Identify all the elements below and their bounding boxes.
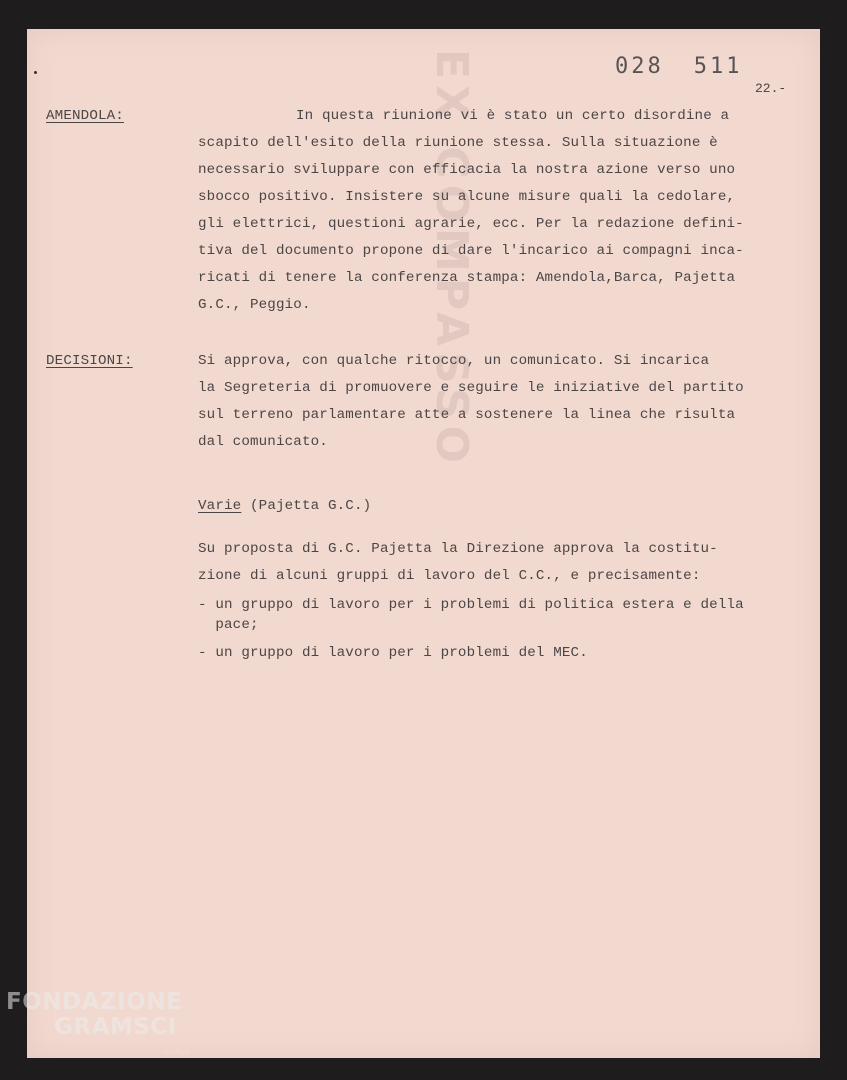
amendola-line-6: tiva del documento propone di dare l'incarico ai compagni inca- — [198, 243, 744, 259]
varie-line-5: - un gruppo di lavoro per i problemi del MEC. — [198, 645, 588, 661]
margin-dot — [34, 71, 37, 74]
decisioni-line-2: la Segreteria di promuovere e seguire le iniziative del partito — [198, 380, 744, 396]
amendola-line-1: In questa riunione vi è stato un certo disordine a — [296, 108, 730, 124]
logo-line-1: FONDAZIONE — [6, 989, 183, 1015]
varie-line-4: pace; — [198, 617, 259, 633]
logo-line-2: GRAMSCI — [54, 1014, 177, 1040]
varie-heading — [198, 498, 371, 514]
amendola-line-8: G.C., Peggio. — [198, 297, 311, 313]
speaker-label-amendola: AMENDOLA: — [46, 108, 124, 124]
varie-line-2: zione di alcuni gruppi di lavoro del C.C., e precisamente: — [198, 568, 701, 584]
varie-heading-note: (Pajetta G.C.) — [241, 498, 372, 514]
background-stamp: EX COMPASSO — [426, 49, 477, 469]
decisioni-line-1: Si approva, con qualche ritocco, un comunicato. Si incarica — [198, 353, 710, 369]
section-label-decisioni: DECISIONI: — [46, 353, 133, 369]
amendola-line-4: sbocco positivo. Insistere su alcune misure quali la cedolare, — [198, 189, 736, 205]
varie-line-3: - un gruppo di lavoro per i problemi di politica estera e della — [198, 597, 744, 613]
decisioni-line-3: sul terreno parlamentare atte a sostenere la linea che risulta — [198, 407, 736, 423]
amendola-line-3: necessario sviluppare con efficacia la nostra azione verso uno — [198, 162, 736, 178]
logo-subtitle: onlus — [165, 1048, 190, 1058]
archive-number-a: 028 — [615, 54, 664, 79]
amendola-line-7: ricati di tenere la conferenza stampa: Amendola,Barca, Pajetta — [198, 270, 736, 286]
document-page — [27, 29, 820, 1058]
varie-heading-title: Varie — [198, 498, 242, 514]
archive-number-b: 511 — [693, 54, 743, 79]
amendola-line-5: gli elettrici, questioni agrarie, ecc. Per la redazione defini- — [198, 216, 744, 232]
page-number: 22.- — [755, 81, 787, 96]
amendola-line-2: scapito dell'esito della riunione stessa. Sulla situazione è — [198, 135, 718, 151]
fondazione-gramsci-logo — [6, 990, 182, 1040]
varie-line-1: Su proposta di G.C. Pajetta la Direzione approva la costitu- — [198, 541, 718, 557]
archive-number — [615, 54, 743, 79]
decisioni-line-4: dal comunicato. — [198, 434, 328, 450]
